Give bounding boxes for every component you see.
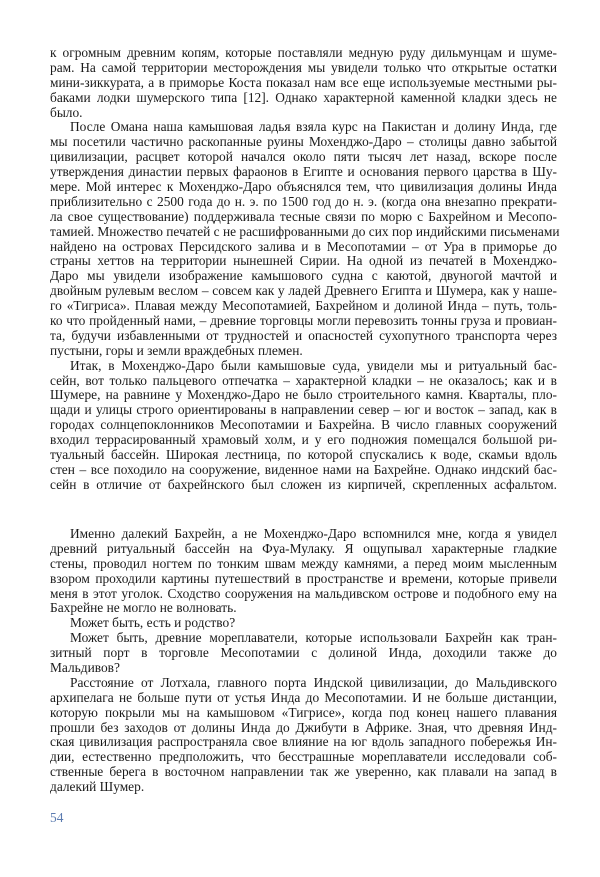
paragraph bbox=[50, 46, 557, 120]
text-line: Расстояние от Лотхала, главного порта Индской цивилизации, до Мальдивского bbox=[70, 674, 557, 690]
text-line: стены, проводил ногтем по тонким швам между камнями, а перед моим мысленным bbox=[50, 555, 557, 571]
text-line: зитный порт в торговле Месопотамии с долиной Инда, доходили также до bbox=[50, 645, 557, 661]
text-line: Даро мы увидели изображение камышового судна с каютой, двуногой мачтой и bbox=[50, 268, 557, 284]
text-line: сейн, вот только пальцевого отпечатка – характерной кладки – не оказалось; как и в bbox=[50, 372, 557, 388]
page-number: 54 bbox=[50, 810, 64, 825]
text-line: Итак, в Мохенджо-Даро были камышовые суда, увидели мы и ритуальный бас- bbox=[70, 357, 557, 373]
text-line: ко что пройденный нами, – древние торговцы могли перевозить тонны груза и провиан- bbox=[50, 313, 557, 329]
text-line: цивилизации, расцвет которой начался около пяти тысяч лет назад, вскоре после bbox=[50, 149, 557, 165]
text-block-bottom bbox=[50, 527, 557, 795]
text-line: Бахрейне не могло не волновать. bbox=[50, 600, 237, 616]
paragraph bbox=[50, 527, 557, 616]
text-line: После Омана наша камышовая ладья взяла курс на Пакистан и долину Инда, где bbox=[70, 119, 557, 135]
paragraph bbox=[50, 676, 557, 795]
text-line: далекий Шумер. bbox=[50, 779, 145, 795]
text-line: дии, естественно предположить, что бесстрашные мореплаватели исследовали соб- bbox=[50, 749, 557, 765]
text-line: тамией. Множество печатей с не расшифрованными до сих пор индийскими письменами bbox=[50, 223, 560, 239]
text-line: входил террасированный храмовый холм, и у его подножия помещался большой ри- bbox=[50, 432, 557, 448]
text-line: архипелага не больше пути от устья Инда до Месопотамии. И не больше дистанции, bbox=[50, 689, 557, 705]
text-block-top bbox=[50, 45, 560, 493]
paragraph bbox=[50, 119, 560, 358]
text-line: Может быть, древние мореплаватели, которые использовали Бахрейн как тран- bbox=[70, 630, 557, 646]
text-line: найдено на островах Персидского залива и в Месопотамии – от Ура в приморье до bbox=[50, 238, 557, 254]
text-line: Мальдивов? bbox=[50, 660, 120, 676]
text-line: сейн в отличие от бахрейнского был сложен из кирпичей, скрепленных асфальтом. bbox=[50, 476, 557, 492]
text-line: которую покрыли мы на камышовом «Тигрисе», когда под конец нашего плавания bbox=[50, 704, 557, 720]
text-line: пустыни, горы и земли враждебных племен. bbox=[50, 342, 303, 358]
text-line: Может быть, есть и родство? bbox=[70, 615, 236, 631]
text-line: двойным рулевым веслом – совсем как у ладей Древнего Египта и Шумера, как у наше- bbox=[50, 283, 557, 299]
text-line: баками лодки шумерского типа [12]. Однако характерной каменной кладки здесь не bbox=[50, 89, 557, 105]
paragraph bbox=[50, 631, 557, 676]
text-line: приблизительно с 2500 года до н. э. по 1500 год до н. э. (когда она внезапно прекрати- bbox=[50, 193, 557, 209]
text-line: страны хеттов на территории нынешней Сирии. На одной из печатей в Мохенджо- bbox=[50, 253, 557, 269]
text-line: та, будучи избавленными от трудностей и опасностей сухопутного транспорта через bbox=[50, 327, 557, 343]
text-line: Шумере, на равнине у Мохенджо-Даро не было строительного камня. Кварталы, пло- bbox=[50, 387, 557, 403]
text-line: утверждения династии первых фараонов в Египте и основания первого царства в Шу- bbox=[50, 164, 557, 180]
text-line: стен – все походило на сооружение, виденное нами на Бахрейне. Однако индский бас- bbox=[50, 461, 557, 477]
text-line: ская цивилизация распространяла свое влияние на юг вдоль западного побережья Ин- bbox=[50, 734, 557, 750]
text-line: взором проходили картины путешествий в пространстве и времени, которые привели bbox=[50, 570, 557, 586]
text-line: туальный бассейн. Широкая лестница, по которой спускались к воде, скамьи вдоль bbox=[50, 447, 557, 463]
text-line: древний ритуальный бассейн на Фуа-Мулаку. Я ощупывал характерные гладкие bbox=[50, 540, 557, 556]
text-line: мини-зиккурата, а в приморье Коста показал нам все еще используемые местными ры- bbox=[50, 74, 557, 90]
text-line: рам. На самой территории месторождения мы увидели только что открытые остатки bbox=[50, 59, 557, 75]
text-line: меня в этот уголок. Сходство сооружения на мальдивском острове и подобного ему на bbox=[50, 585, 557, 601]
text-line: ственные берега в восточном направлении так же уверенно, как плавали на запад в bbox=[50, 764, 557, 780]
text-line: го «Тигриса». Плавая между Месопотамией, Бахрейном и долиной Инда – путь, толь- bbox=[50, 298, 557, 314]
paragraph bbox=[50, 359, 557, 493]
text-line: было. bbox=[50, 104, 83, 120]
text-line: Именно далекий Бахрейн, а не Мохенджо-Даро вспомнился мне, когда я увидел bbox=[70, 526, 557, 541]
paragraph bbox=[50, 616, 557, 631]
text-line: щади и улицы строго ориентированы в направлении север – юг и восток – запад, как в bbox=[50, 402, 557, 418]
text-line: ла свое существование) поддерживала тесные связи по морю с Бахрейном и Месопо- bbox=[50, 208, 557, 224]
text-line: мы посетили частично раскопанные руины Мохенджо-Даро – столицы давно забытой bbox=[50, 134, 557, 150]
text-line: прошли без заходов от долины Инда до Джибути в Африке. Зная, что древняя Инд- bbox=[50, 719, 557, 735]
text-line: городах солнцепоклонников Месопотамии и Бахрейна. В число главных сооружений bbox=[50, 417, 557, 433]
text-line: мере. Мой интерес к Мохенджо-Даро объяснялся тем, что цивилизация долины Инда bbox=[50, 179, 557, 195]
text-line: к огромным древним копям, которые поставляли медную руду дильмунцам и шуме- bbox=[50, 45, 557, 60]
